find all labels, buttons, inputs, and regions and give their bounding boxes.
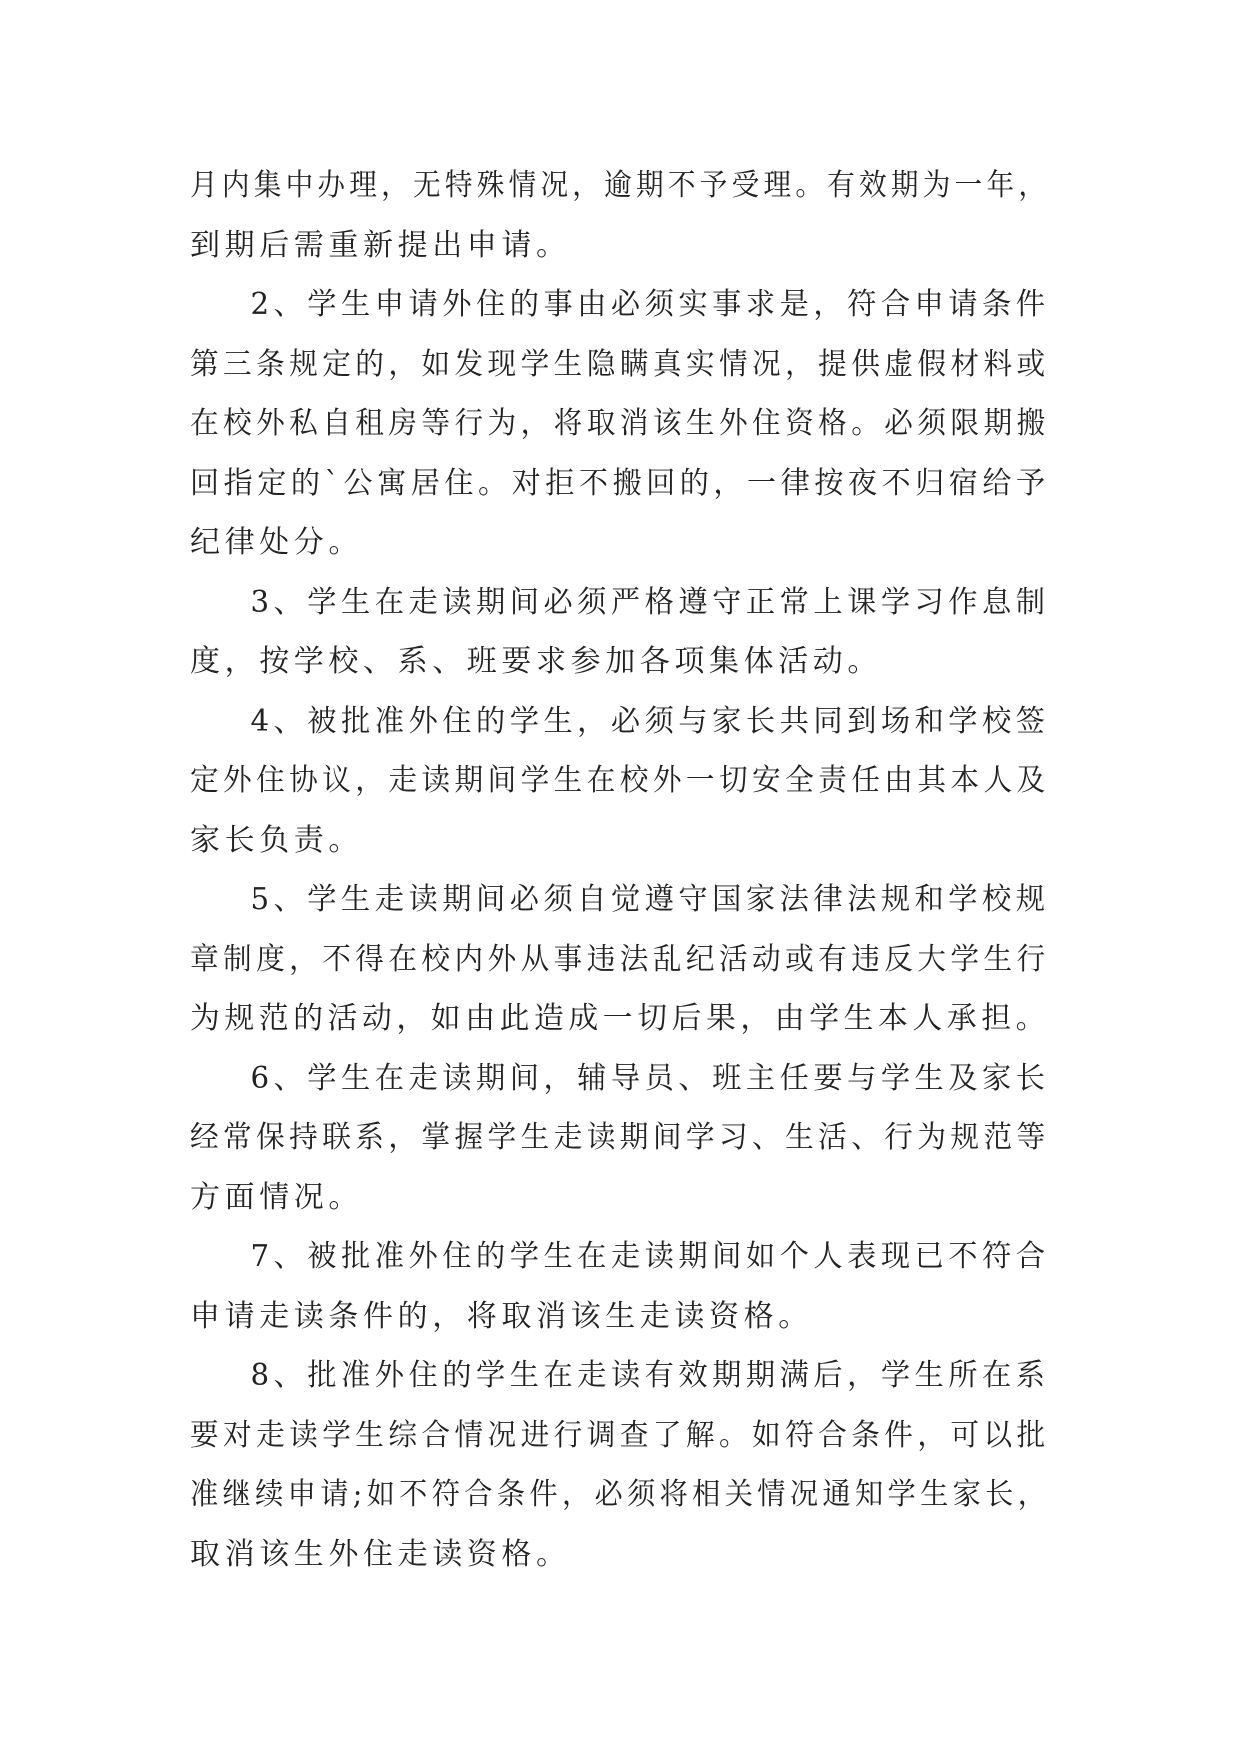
text-line: 家长负责。 (190, 822, 363, 858)
text-line: 方面情况。 (190, 1179, 363, 1215)
text-line: 回指定的`公寓居住。对拒不搬回的，一律按夜不归宿给予 (190, 465, 1050, 501)
text-line: 第三条规定的，如发现学生隐瞒真实情况，提供虚假材料或 (190, 346, 1050, 382)
text-line: 2、学生申请外住的事由必须实事求是，符合申请条件 (250, 287, 1050, 322)
text-line: 要对走读学生综合情况进行调查了解。如符合条件，可以批 (190, 1417, 1050, 1453)
text-line: 经常保持联系，掌握学生走读期间学习、生活、行为规范等 (190, 1120, 1050, 1155)
text-line: 到期后需重新提出申请。 (190, 227, 571, 263)
document-body (190, 156, 1050, 1584)
text-line: 定外住协议，走读期间学生在校外一切安全责任由其本人及 (190, 763, 1050, 798)
text-line: 申请走读条件的，将取消该生走读资格。 (190, 1298, 813, 1334)
text-line: 在校外私自租房等行为，将取消该生外住资格。必须限期搬 (190, 406, 1050, 441)
text-line: 度，按学校、系、班要求参加各项集体活动。 (190, 644, 882, 679)
text-line: 4、被批准外住的学生，必须与家长共同到场和学校签 (250, 703, 1050, 739)
text-line: 为规范的活动，如由此造成一切后果，由学生本人承担。 (190, 1001, 1050, 1036)
text-line: 章制度，不得在校内外从事违法乱纪活动或有违反大学生行 (190, 941, 1050, 977)
text-line: 6、学生在走读期间，辅导员、班主任要与学生及家长 (250, 1060, 1050, 1096)
text-line: 月内集中办理，无特殊情况，逾期不予受理。有效期为一年， (190, 168, 1051, 203)
text-line: 7、被批准外住的学生在走读期间如个人表现已不符合 (250, 1239, 1050, 1274)
text-line: 3、学生在走读期间必须严格遵守正常上课学习作息制 (250, 584, 1050, 620)
text-line: 5、学生走读期间必须自觉遵守国家法律法规和学校规 (250, 882, 1050, 917)
text-line: 8、批准外住的学生在走读有效期期满后，学生所在系 (250, 1358, 1050, 1393)
text-line: 取消该生外住走读资格。 (190, 1536, 571, 1572)
text-line: 准继续申请;如不符合条件，必须将相关情况通知学生家长， (190, 1477, 1051, 1512)
text-line: 纪律处分。 (190, 525, 363, 560)
